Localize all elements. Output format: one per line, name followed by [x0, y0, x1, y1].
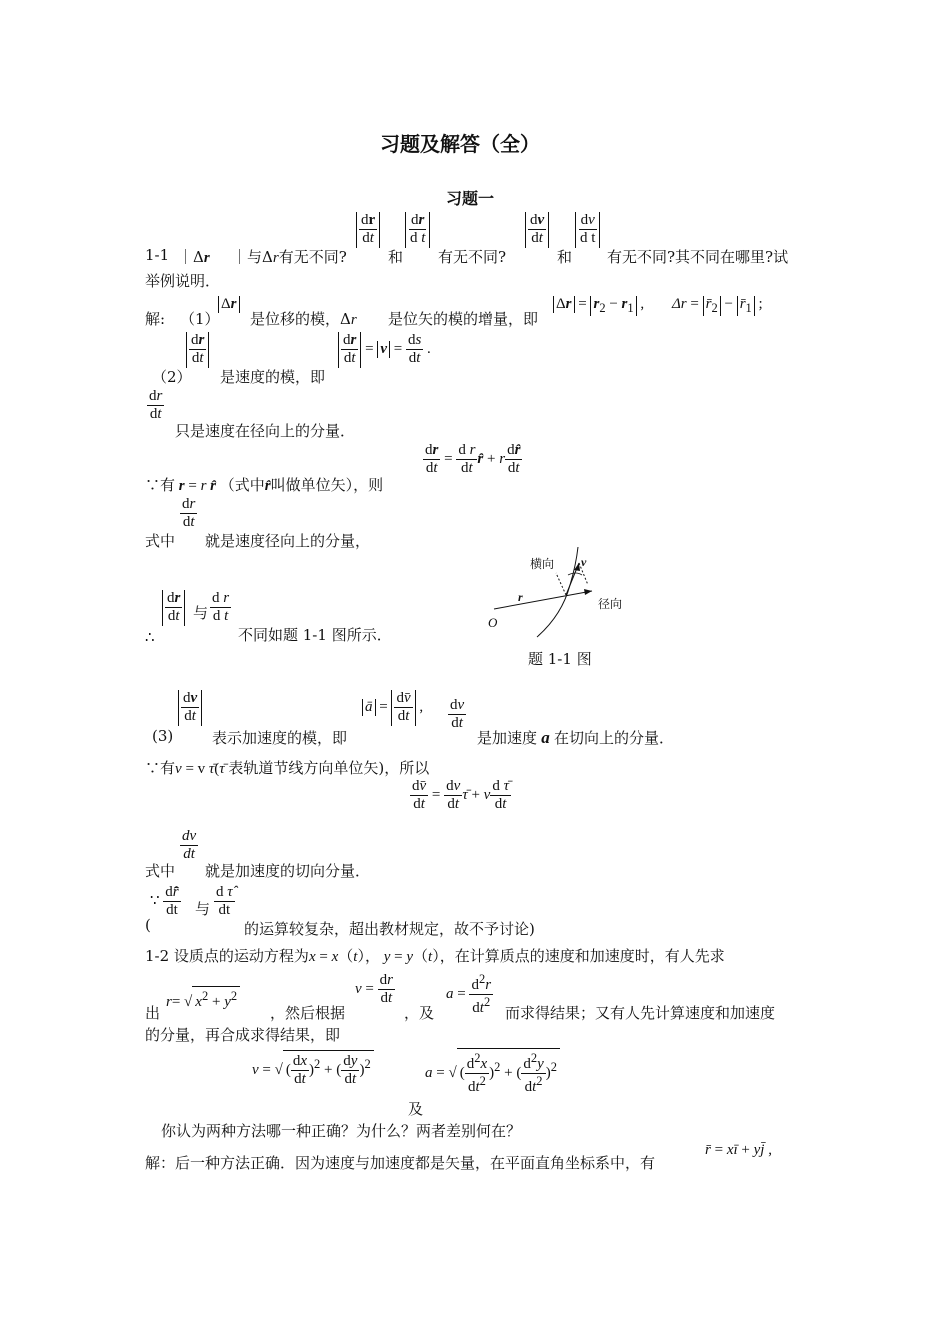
formula-abs-dr-dt-4: $\frac{dr}{dt}$: [162, 590, 185, 626]
because-line: ∵有 r = r r̂ （式中r̂叫做单位矢），则: [145, 476, 384, 494]
formula-abs-dr-dt-2: $\frac{dr}{\text{d t}}$: [405, 212, 430, 248]
solution-1-number: （1）: [180, 310, 220, 328]
difference-figure-text: 不同如题 1-1 图所示．: [238, 626, 392, 644]
solution-3-text-a: 表示加速度的模，即: [212, 729, 348, 747]
formula-delta-r-scalar: $\Delta r = r̄_2$ − $r̄_1$ ;: [672, 296, 763, 315]
problem-1-2-text-e: 而求得结果；又有人先计算速度和加速度: [505, 1004, 776, 1022]
figure-label-v: v: [581, 555, 587, 569]
formula-abs-dv-dt-3: $\frac{dv}{dt}$: [178, 690, 202, 726]
problem-1-1-text-e: 举例说明．: [145, 272, 221, 290]
yu-text-1: 与: [193, 604, 209, 622]
problem-1-2-text-f: 的分量，再合成求得结果，即: [145, 1026, 341, 1044]
radial-component-text-2: 就是速度径向上的分量，: [205, 532, 371, 550]
therefore-symbol: ∴: [145, 628, 155, 646]
solution-label: 解:: [145, 310, 166, 328]
question-text: 你认为两种方法哪一种正确？为什么？两者差别何在？: [161, 1122, 522, 1140]
solution-1-text-b: 是位矢的模的增量，即: [388, 310, 539, 328]
figure-label-origin: O: [488, 615, 498, 630]
figure-label-transverse: 横向: [530, 557, 555, 571]
shizhong-label-1: 式中: [145, 532, 176, 550]
solution-3-number: (3): [152, 727, 174, 745]
solution-3-text-b: 是加速度 a 在切向上的分量．: [477, 728, 675, 747]
and-text-2: 和: [557, 248, 573, 266]
formula-delta-r-equals: $\Delta r = r_2 - r_1$ ,: [553, 296, 644, 316]
formula-r-sqrt: r= √ $x^2 + y^2$: [166, 986, 240, 1011]
formula-d-tau-hat-dt: $\frac{\text{d τ̂}}{dt}$: [216, 884, 233, 919]
formula-a-components: a = √ ( $\frac{d^2x}{dt^2}$ )$^2$ + ( $\frac{d^2y}{dt^2}$ )$^2$: [425, 1048, 560, 1097]
formula-accel-decomposition: $\frac{dv̄}{dt}$ = $\frac{dv}{dt}$ τ̄ + v $\frac{\text{d τ̄}}{dt}$: [412, 778, 509, 813]
yu-text-2: 与: [195, 900, 211, 918]
formula-a-d2r-dt2: a = $\frac{d^2r}{dt^2}$: [446, 972, 492, 1017]
shizhong-label-2: 式中: [145, 862, 176, 880]
formula-accel-magnitude: ā = $\frac{dv̄}{dt}$ ,: [362, 690, 423, 726]
formula-dr-dt-scalar: $\frac{dr}{dt}$: [149, 388, 163, 423]
problem-1-2-text-b: 出: [145, 1004, 161, 1022]
solution-2-number: （2）: [152, 368, 192, 386]
problem-1-2-text-a: 1-2 设质点的运动方程为x = x（t）， y = y（t），在计算质点的速度和加速度时，有人先求: [145, 947, 725, 965]
figure-caption: 题 1-1 图: [528, 650, 592, 668]
problem-1-1-text-b: ｜与Δr有无不同?: [232, 248, 347, 266]
problem-1-2-text-d: ，及: [404, 1004, 435, 1022]
formula-abs-dv-dt-2: $\frac{dv}{\text{d t}}$: [575, 212, 600, 248]
paren-open: (: [145, 916, 151, 934]
formula-v-dr-dt: v = $\frac{dr}{dt}$: [355, 972, 393, 1007]
and-text-1: 和: [388, 248, 404, 266]
figure-label-r: r: [518, 590, 523, 604]
problem-1-1-label: 1-1: [145, 246, 170, 264]
tangent-component-text: 就是加速度的切向分量．: [205, 862, 371, 880]
solution-2-text: 是速度的模，即: [220, 368, 326, 386]
solution-last-text: 解：后一种方法正确．因为速度与加速度都是矢量，在平面直角坐标系中，有: [145, 1154, 656, 1172]
formula-dr-hat-dt: ∵ $\frac{dr̂̄}{dt}$: [150, 884, 179, 919]
chapter-heading: 习题一: [446, 189, 495, 208]
problem-1-2-text-c: ，然后根据: [270, 1004, 346, 1022]
formula-abs-dr-dt-3: $\frac{dr}{dt}$: [186, 332, 209, 368]
formula-abs-dr-dt: $\frac{dr}{dt}$: [356, 212, 380, 248]
problem-1-1-text-d: 有无不同?其不同在哪里?试: [607, 248, 789, 266]
figure-label-radial: 径向: [598, 597, 623, 611]
formula-dr-dt-scalar-3: $\frac{\text{d r}}{\text{d t}}$: [212, 590, 230, 625]
formula-abs-delta-r: Δr: [218, 296, 240, 313]
formula-dv-dt-scalar: $\frac{dv}{dt}$: [450, 697, 465, 732]
not-discuss-text: 的运算较复杂，超出教材规定，故不予讨论): [244, 920, 535, 938]
formula-r-vector: r̄ = xī + yj̄ ,: [705, 1142, 772, 1158]
formula-speed: $\frac{dr}{dt}$ = v = $\frac{ds}{dt}$ .: [338, 332, 431, 368]
problem-1-1-text-c: 有无不同?: [438, 248, 507, 266]
formula-dv-dt-italic: $\frac{dv}{dt}$: [182, 828, 197, 863]
formula-velocity-decomposition: $\frac{dr}{dt}$ = $\frac{\text{d r}}{dt}$ r̂ + r $\frac{dr̂}{dt}$: [425, 442, 521, 477]
formula-abs-dv-dt: $\frac{dv}{dt}$: [525, 212, 549, 248]
ji-text: 及: [408, 1100, 424, 1118]
because-line-2: ∵有v = v τ̄(τ̄ 表轨道节线方向单位矢)，所以: [145, 759, 430, 777]
formula-dr-dt-scalar-2: $\frac{dr}{dt}$: [182, 496, 196, 531]
page-title: 习题及解答（全）: [380, 132, 540, 156]
solution-1-text-a: 是位移的模，Δr: [250, 310, 357, 328]
problem-1-1-text-a: ｜Δr: [178, 248, 210, 266]
radial-component-text: 只是速度在径向上的分量．: [175, 422, 356, 440]
formula-v-components: v = √ ( $\frac{dx}{dt}$ )$^2$ + ( $\frac{dy}{dt}$ )$^2$: [252, 1050, 374, 1089]
